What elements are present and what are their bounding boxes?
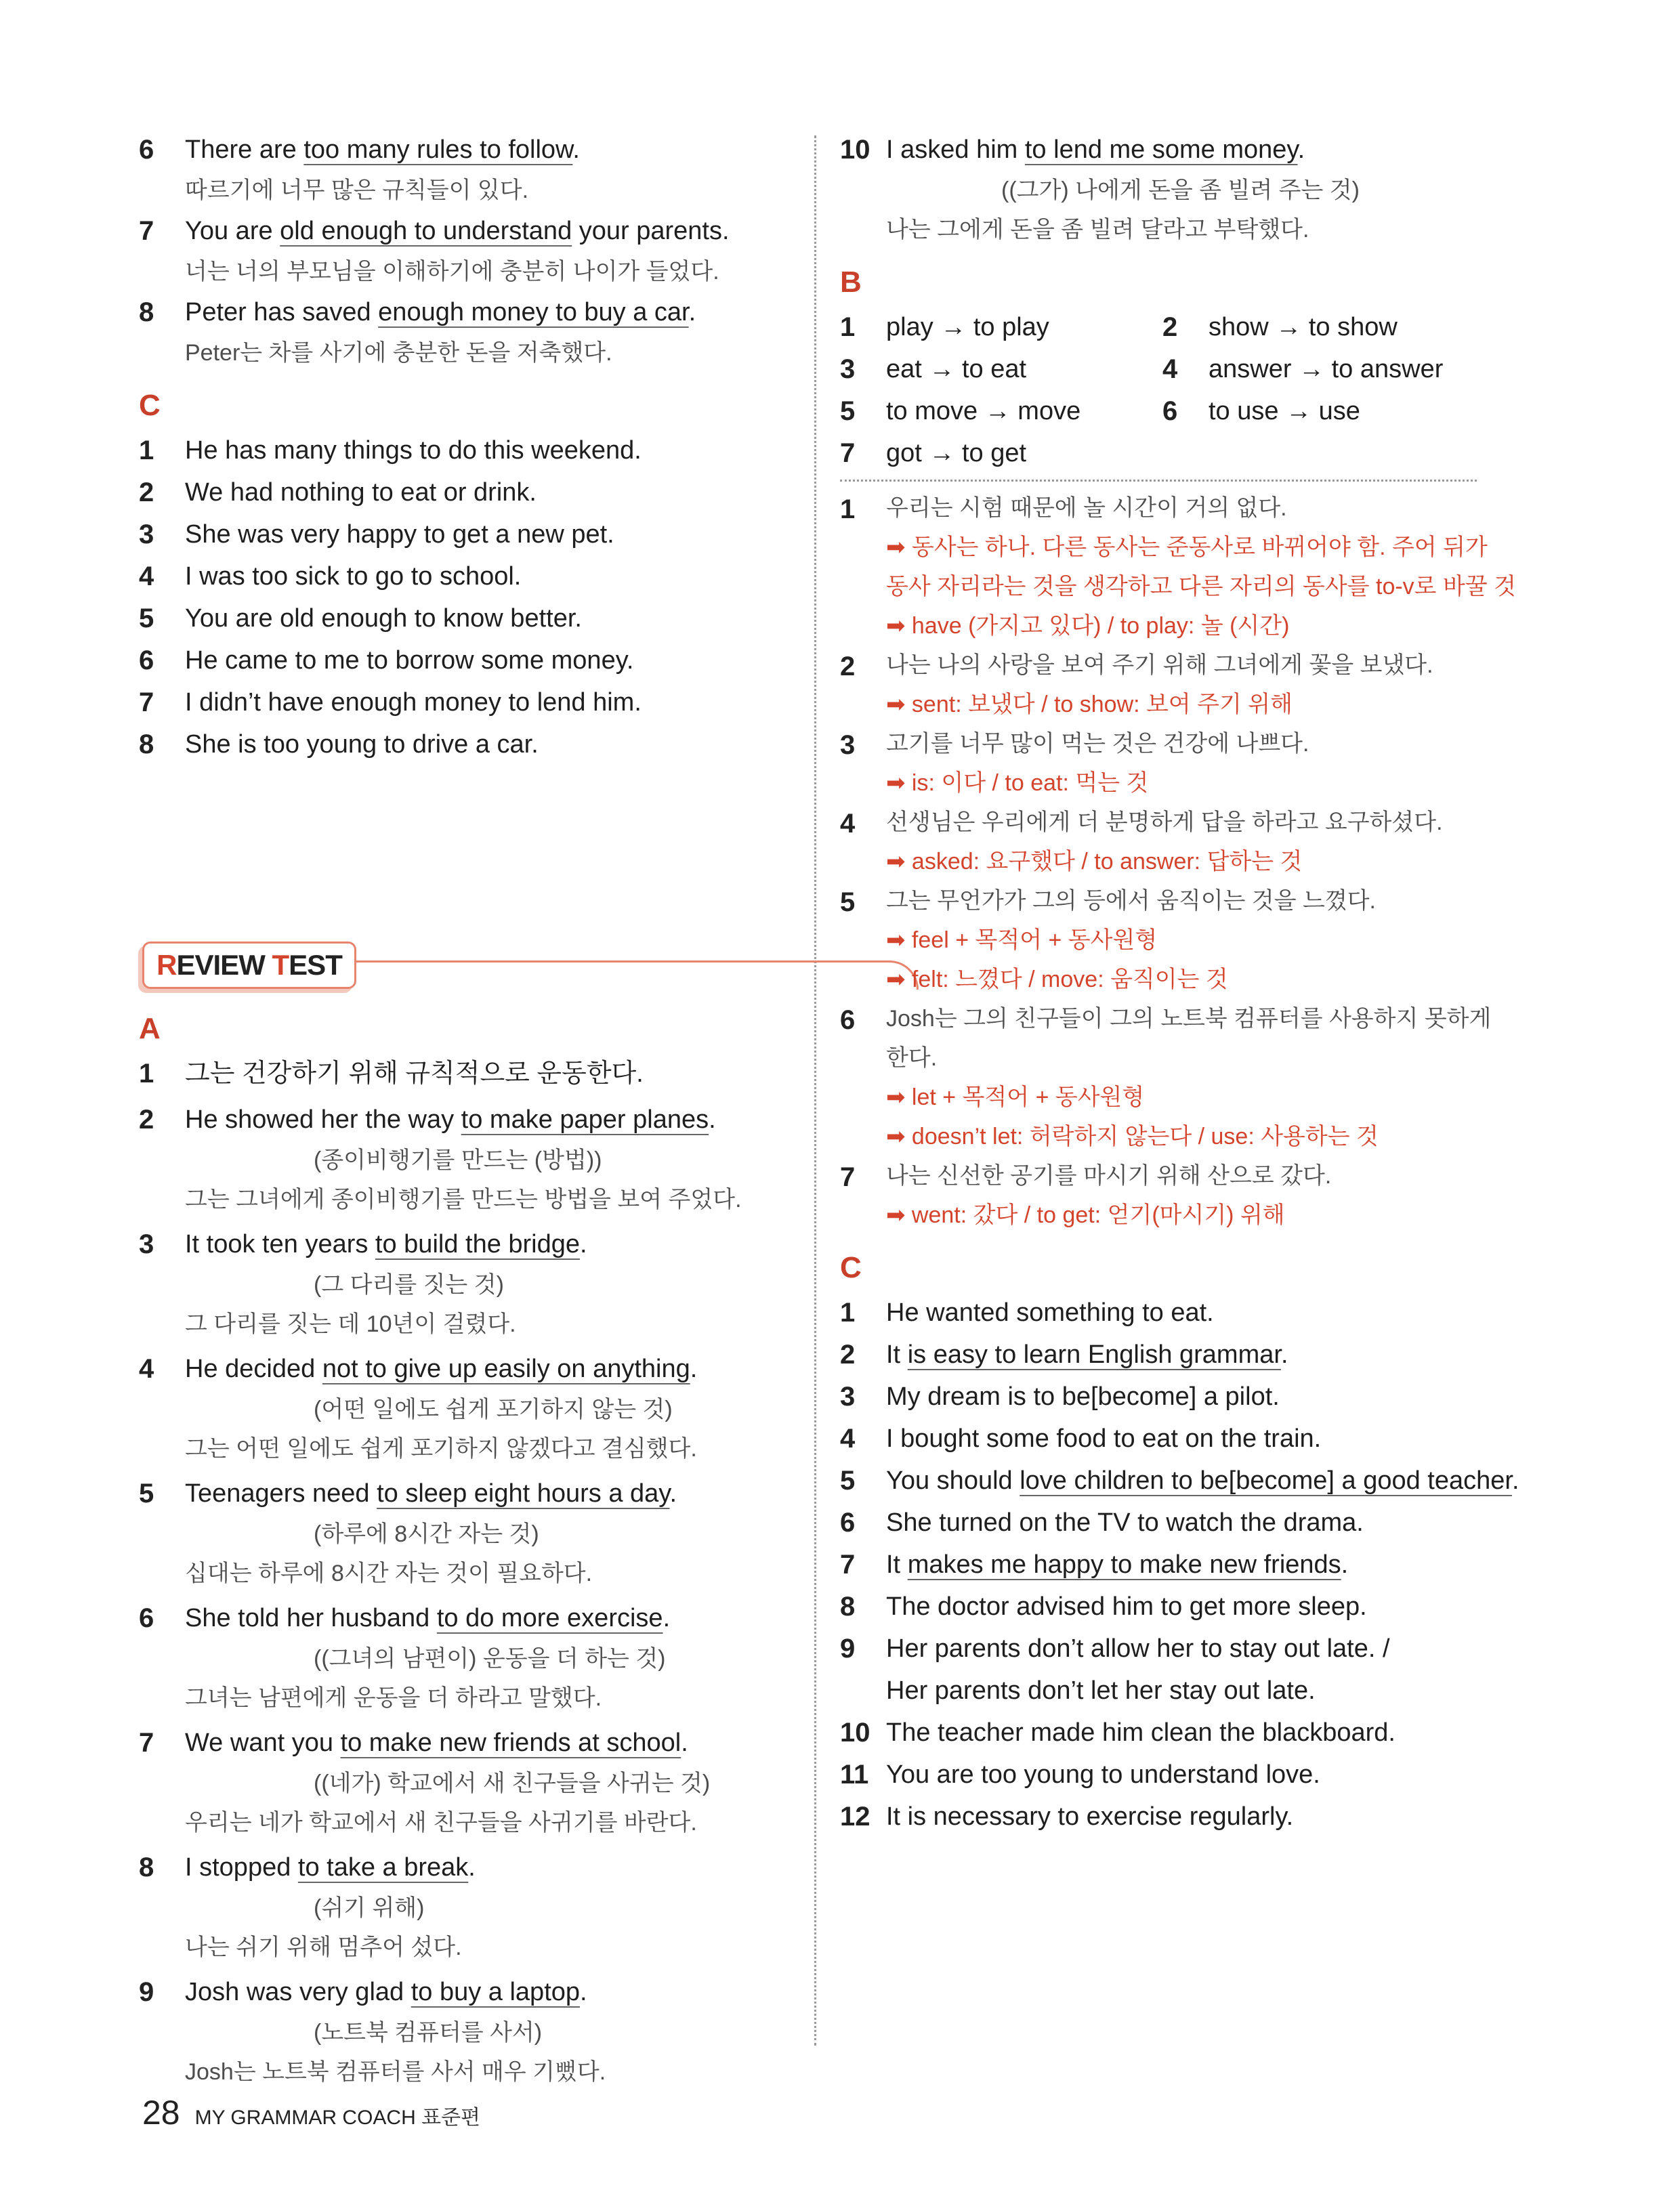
english-sentence (185, 1473, 816, 1515)
english-sentence (185, 1722, 816, 1764)
item-body (185, 1597, 816, 1718)
item-number: 7 (840, 1550, 856, 1580)
section-c-label: C (139, 389, 161, 422)
english-sentence (185, 129, 816, 171)
item-number: 10 (840, 1718, 870, 1748)
english-sentence (886, 1460, 1531, 1502)
item-number: 4 (840, 809, 856, 839)
item-body (185, 129, 816, 210)
item-body (886, 1292, 1531, 1334)
korean-translation: 그 다리를 짓는 데 10년이 걸렸다. (185, 1311, 516, 1337)
english-sentence (886, 1712, 1531, 1754)
english-sentence (886, 1586, 1531, 1628)
english-sentence: I was too sick to go to school. (185, 562, 522, 591)
answer-underline: to make paper planes (461, 1105, 709, 1134)
pair-item (840, 432, 1162, 474)
explanation-note: ➡ asked: 요구했다 / to answer: 답하는 것 (886, 849, 1303, 874)
explanation-note: ➡ have (가지고 있다) / to play: 놀 (시간) (886, 613, 1290, 639)
korean-translation: 우리는 네가 학교에서 새 친구들을 사귀기를 바란다. (185, 1810, 697, 1836)
sentence-end: . (709, 1105, 716, 1134)
verb-change: play → to play (886, 313, 1049, 341)
item-body (886, 1156, 1531, 1235)
review-mid: EVIEW (176, 949, 272, 981)
note-item (840, 724, 1531, 803)
verb-change: to move → move (886, 397, 1081, 425)
korean-translation: Peter는 차를 사기에 충분한 돈을 저축했다. (185, 340, 612, 366)
item-number: 11 (840, 1760, 869, 1790)
page-footer (142, 2093, 480, 2132)
answer-underline: to sleep eight hours a day (377, 1479, 670, 1508)
english-sentence: He has many things to do this weekend. (185, 436, 642, 465)
item-body (185, 291, 816, 373)
english-sentence (886, 1544, 1531, 1586)
explanation-note: ➡ doesn’t let: 허락하지 않는다 / use: 사용하는 것 (886, 1124, 1379, 1149)
list-item (840, 1334, 1531, 1376)
item-number: 3 (139, 1229, 154, 1259)
item-number: 7 (139, 688, 154, 717)
item-body (185, 1348, 816, 1468)
list-item (840, 129, 1531, 249)
dashed-divider (840, 480, 1477, 482)
sentence-text: We want you (185, 1729, 341, 1757)
answer-underline: to do more exercise (436, 1604, 663, 1632)
gloss-annotation: (쉬기 위해) (314, 1895, 425, 1921)
review-test-title (142, 942, 356, 989)
item-number: 1 (139, 436, 154, 465)
korean-translation: 십대는 하루에 8시간 자는 것이 필요하다. (185, 1561, 593, 1586)
page-number: 28 (142, 2094, 180, 2132)
list-item (139, 291, 816, 373)
item-body (886, 1418, 1531, 1460)
sentence-text: Josh was very glad (185, 1978, 411, 2006)
list-item (139, 1971, 816, 2092)
sentence-text: It (886, 1340, 908, 1369)
item-number: 7 (139, 216, 154, 246)
sentence-end: . (580, 1978, 587, 2006)
answer-underline: old enough to understand (280, 217, 572, 245)
item-number: 1 (840, 1298, 856, 1328)
item-body (185, 1473, 816, 1593)
answer-underline: love children to be[become] a good teacher (1020, 1466, 1512, 1495)
review-t: T (272, 949, 289, 981)
section-b-pairs (840, 306, 1531, 474)
english-sentence (185, 1846, 816, 1888)
pair-item (840, 306, 1162, 348)
item-body (886, 1754, 1531, 1796)
right-section-c (840, 1292, 1531, 1838)
item-body (185, 723, 816, 765)
item-body (185, 639, 816, 681)
explanation-note: ➡ let + 목적어 + 동사원형 (886, 1084, 1145, 1110)
sentence-end: . (663, 1604, 671, 1632)
gloss-annotation: (노트북 컴퓨터를 사서) (314, 2020, 543, 2046)
item-number: 3 (840, 354, 856, 384)
item-number: 7 (840, 438, 856, 468)
item-number: 2 (1162, 312, 1178, 342)
item-number: 5 (139, 1479, 154, 1508)
item-body (185, 1722, 816, 1842)
section-c-label-right: C (840, 1251, 862, 1284)
gloss-annotation: (그 다리를 짓는 것) (314, 1272, 504, 1298)
list-item (840, 1712, 1531, 1754)
korean-translation: 그는 그녀에게 종이비행기를 만드는 방법을 보여 주었다. (185, 1187, 742, 1212)
sentence-text: The teacher made him clean the blackboard. (886, 1718, 1395, 1747)
sentence-text: You should (886, 1466, 1020, 1495)
item-body (886, 1628, 1531, 1712)
item-number: 6 (139, 135, 154, 165)
sentence-text: Teenagers need (185, 1479, 377, 1508)
verb-change: eat → to eat (886, 355, 1027, 383)
review-decor-line (354, 960, 919, 990)
pair-item (1162, 390, 1485, 432)
gloss-annotation: ((네가) 학교에서 새 친구들을 사귀는 것) (314, 1771, 711, 1796)
item-body (886, 488, 1531, 646)
item-body (886, 1796, 1531, 1838)
item-number: 1 (139, 1059, 154, 1088)
item-body (886, 1334, 1531, 1376)
korean-sentence: Josh는 그의 친구들이 그의 노트북 컴퓨터를 사용하지 못하게 (886, 1006, 1492, 1032)
korean-sentence: 그는 건강하기 위해 규칙적으로 운동한다. (185, 1059, 644, 1088)
verb-change: got → to get (886, 439, 1027, 467)
pair-item (1162, 306, 1485, 348)
list-item (139, 1473, 816, 1593)
sentence-end: . (669, 1479, 677, 1508)
note-item (840, 999, 1531, 1156)
sentence-text: It (886, 1550, 908, 1579)
item-number: 4 (840, 1424, 856, 1454)
list-item (139, 429, 816, 471)
pair-item (840, 348, 1162, 390)
sentence-text: There are (185, 135, 304, 164)
english-sentence (886, 1754, 1531, 1796)
sentence-end: . (580, 1230, 587, 1258)
english-sentence: He came to me to borrow some money. (185, 646, 634, 675)
item-number: 12 (840, 1802, 870, 1832)
right-top-item (840, 129, 1531, 249)
sentence-end: . (1280, 1340, 1288, 1369)
sentence-end: . (681, 1729, 688, 1757)
pair-item (1162, 348, 1485, 390)
item-number: 1 (840, 494, 856, 524)
english-sentence: We had nothing to eat or drink. (185, 478, 537, 507)
section-b-label: B (840, 266, 862, 299)
item-number: 4 (1162, 354, 1178, 384)
list-item (840, 1544, 1531, 1586)
korean-translation: 너는 너의 부모님을 이해하기에 충분히 나이가 들었다. (185, 259, 719, 284)
list-item (139, 1597, 816, 1718)
list-item (840, 1796, 1531, 1838)
gloss-annotation: (하루에 8시간 자는 것) (314, 1521, 539, 1547)
list-item (139, 681, 816, 723)
english-sentence (185, 1971, 816, 2013)
item-number: 2 (139, 478, 154, 507)
item-body (185, 471, 816, 513)
item-body (185, 681, 816, 723)
english-sentence (886, 1334, 1531, 1376)
list-item (840, 1292, 1531, 1334)
review-end: EST (289, 949, 342, 981)
list-item (840, 1502, 1531, 1544)
item-body (886, 881, 1531, 999)
item-number: 5 (840, 396, 856, 426)
answer-underline: to buy a laptop (411, 1978, 581, 2006)
item-number: 7 (139, 1728, 154, 1758)
english-sentence (886, 1292, 1531, 1334)
sentence-text: It took ten years (185, 1230, 375, 1258)
korean-translation: 그녀는 남편에게 운동을 더 하라고 말했다. (185, 1685, 602, 1711)
sentence-text: Her parents don’t allow her to stay out late. / (886, 1634, 1390, 1663)
list-item (840, 1586, 1531, 1628)
item-number: 5 (840, 1466, 856, 1496)
list-item (139, 129, 816, 210)
sentence-end: . (1297, 135, 1305, 164)
item-body (185, 1053, 816, 1095)
section-a-label: A (139, 1012, 161, 1045)
gloss-annotation: ((그가) 나에게 돈을 좀 빌려 주는 것) (1001, 177, 1360, 203)
explanation-note: ➡ 동사는 하나. 다른 동사는 준동사로 바뀌어야 함. 주어 뒤가 (886, 534, 1488, 560)
explanation-note: ➡ feel + 목적어 + 동사원형 (886, 927, 1158, 953)
note-item (840, 803, 1531, 881)
item-body (886, 646, 1531, 724)
korean-sentence: 나는 나의 사랑을 보여 주기 위해 그녀에게 꽃을 보냈다. (886, 652, 1433, 678)
list-item (139, 1099, 816, 1219)
answer-underline: not to give up easily on anything (322, 1355, 690, 1383)
item-number: 5 (139, 604, 154, 633)
list-item (139, 210, 816, 291)
english-sentence: She is too young to drive a car. (185, 730, 539, 759)
item-number: 2 (139, 1105, 154, 1135)
english-sentence: I didn’t have enough money to lend him. (185, 688, 642, 717)
item-body (886, 803, 1531, 881)
item-body (886, 999, 1531, 1156)
item-number: 8 (139, 729, 154, 759)
item-body (886, 1544, 1531, 1586)
item-body (886, 1376, 1531, 1418)
answer-underline: is easy to learn English grammar (907, 1340, 1281, 1369)
sentence-end: . (572, 135, 580, 164)
list-item (139, 471, 816, 513)
sentence-text: He showed her the way (185, 1105, 461, 1134)
item-body (185, 1223, 816, 1344)
section-b-notes (840, 488, 1531, 1235)
item-number: 2 (840, 652, 856, 681)
sentence-text: It is necessary to exercise regularly. (886, 1802, 1294, 1831)
answer-underline: to make new friends at school (340, 1729, 681, 1757)
pair-item (840, 390, 1162, 432)
answer-underline: too many rules to follow (303, 135, 573, 164)
verb-change: show → to show (1209, 313, 1398, 341)
korean-sentence-cont: 한다. (886, 1045, 938, 1071)
list-item (139, 1223, 816, 1344)
english-sentence (185, 1223, 816, 1265)
gloss-annotation: ((그녀의 남편이) 운동을 더 하는 것) (314, 1646, 666, 1672)
book-title: MY GRAMMAR COACH 표준편 (194, 2107, 481, 2129)
list-item (840, 1460, 1531, 1502)
item-body (185, 210, 816, 291)
english-sentence: She was very happy to get a new pet. (185, 520, 614, 549)
list-item (139, 1846, 816, 1967)
left-section-a (139, 1053, 816, 2092)
review-test-header (139, 935, 816, 996)
item-number: 8 (139, 1853, 154, 1882)
item-number: 8 (139, 297, 154, 327)
item-body (185, 555, 816, 597)
english-sentence (185, 291, 816, 333)
answer-underline: to take a break (297, 1853, 469, 1882)
korean-translation: 나는 쉬기 위해 멈추어 섰다. (185, 1934, 462, 1960)
item-number: 6 (1162, 396, 1178, 426)
item-number: 4 (139, 1354, 154, 1384)
list-item (840, 1628, 1531, 1712)
answer-underline: makes me happy to make new friends (907, 1550, 1341, 1579)
item-number: 6 (139, 646, 154, 675)
english-sentence (886, 1796, 1531, 1838)
sentence-text: I bought some food to eat on the train. (886, 1424, 1322, 1453)
item-body (886, 129, 1531, 249)
sentence-text: The doctor advised him to get more sleep. (886, 1592, 1367, 1621)
item-number: 9 (840, 1634, 856, 1664)
sentence-text: She turned on the TV to watch the drama. (886, 1508, 1364, 1537)
review-r: R (156, 949, 177, 981)
english-sentence (886, 1418, 1531, 1460)
left-top-items (139, 129, 816, 373)
korean-translation: Josh는 노트북 컴퓨터를 사서 매우 기뻤다. (185, 2059, 606, 2085)
korean-sentence: 우리는 시험 때문에 놀 시간이 거의 없다. (886, 495, 1287, 521)
item-number: 5 (840, 887, 856, 917)
list-item (139, 639, 816, 681)
item-body (886, 1502, 1531, 1544)
sentence-end: your parents. (572, 217, 730, 245)
sentence-end: . (1341, 1550, 1349, 1579)
left-section-c (139, 429, 816, 765)
english-sentence (886, 1502, 1531, 1544)
korean-translation: 따르기에 너무 많은 규칙들이 있다. (185, 177, 529, 203)
korean-translation: 그는 어떤 일에도 쉽게 포기하지 않겠다고 결심했다. (185, 1436, 697, 1462)
item-body (886, 1460, 1531, 1502)
item-number: 3 (840, 1382, 856, 1412)
item-body (185, 1846, 816, 1967)
item-number: 6 (840, 1508, 856, 1538)
answer-underline: enough money to buy a car (378, 298, 689, 326)
verb-change: answer → to answer (1209, 355, 1444, 383)
item-body (185, 429, 816, 471)
english-sentence: You are old enough to know better. (185, 604, 582, 633)
sentence-end: . (1511, 1466, 1519, 1495)
note-item (840, 646, 1531, 724)
item-number: 9 (139, 1977, 154, 2007)
answer-underline: to lend me some money (1024, 135, 1298, 164)
list-item (139, 513, 816, 555)
sentence-text: He decided (185, 1355, 322, 1383)
english-sentence (185, 210, 816, 252)
item-number: 2 (840, 1340, 856, 1370)
sentence-end: . (468, 1853, 476, 1882)
item-body (185, 1971, 816, 2092)
explanation-note: ➡ sent: 보냈다 / to show: 보여 주기 위해 (886, 692, 1293, 717)
sentence-end: . (688, 298, 696, 326)
explanation-note: ➡ felt: 느꼈다 / move: 움직이는 것 (886, 967, 1228, 992)
note-item (840, 1156, 1531, 1235)
english-sentence (185, 1597, 816, 1639)
english-sentence (886, 1376, 1531, 1418)
right-column (840, 129, 1531, 1838)
sentence-text: I asked him (886, 135, 1025, 164)
item-number: 6 (139, 1603, 154, 1633)
list-item (139, 597, 816, 639)
note-item (840, 488, 1531, 646)
answer-underline: to build the bridge (375, 1230, 581, 1258)
item-number: 8 (840, 1592, 856, 1622)
sentence-text: My dream is to be[become] a pilot. (886, 1382, 1280, 1411)
list-item (139, 1348, 816, 1468)
item-number: 3 (840, 730, 856, 760)
korean-sentence: 선생님은 우리에게 더 분명하게 답을 하라고 요구하셨다. (886, 809, 1443, 835)
item-number: 10 (840, 135, 870, 165)
sentence-text: I stopped (185, 1853, 298, 1882)
sentence-text: You are (185, 217, 280, 245)
gloss-annotation: (종이비행기를 만드는 (방법)) (314, 1147, 602, 1173)
explanation-note: ➡ is: 이다 / to eat: 먹는 것 (886, 770, 1149, 796)
item-body (185, 597, 816, 639)
item-body (185, 1099, 816, 1219)
verb-change: to use → use (1209, 397, 1360, 425)
english-sentence-alt: Her parents don’t let her stay out late. (886, 1676, 1316, 1705)
list-item (840, 1754, 1531, 1796)
item-number: 3 (139, 520, 154, 549)
note-item (840, 881, 1531, 999)
list-item (840, 1376, 1531, 1418)
korean-translation: 나는 그에게 돈을 좀 빌려 달라고 부탁했다. (886, 217, 1309, 242)
item-number: 7 (840, 1162, 856, 1192)
english-sentence (185, 1348, 816, 1390)
left-column (139, 129, 816, 2096)
gloss-annotation: (어떤 일에도 쉽게 포기하지 않는 것) (314, 1397, 673, 1422)
item-body (185, 513, 816, 555)
korean-sentence: 고기를 너무 많이 먹는 것은 건강에 나쁘다. (886, 731, 1309, 757)
list-item (139, 1053, 816, 1095)
sentence-end: . (690, 1355, 698, 1383)
item-number: 6 (840, 1005, 856, 1035)
korean-sentence: 그는 무언가가 그의 등에서 움직이는 것을 느꼈다. (886, 888, 1377, 914)
list-item (139, 723, 816, 765)
korean-sentence: 나는 신선한 공기를 마시기 위해 산으로 갔다. (886, 1163, 1332, 1189)
item-number: 4 (139, 562, 154, 591)
item-body (886, 724, 1531, 803)
item-number: 1 (840, 312, 856, 342)
sentence-text: She told her husband (185, 1604, 437, 1632)
sentence-text: You are too young to understand love. (886, 1760, 1320, 1789)
english-sentence (886, 129, 1531, 171)
item-body (886, 1712, 1531, 1754)
list-item (139, 1722, 816, 1842)
list-item (139, 555, 816, 597)
english-sentence (185, 1099, 816, 1141)
sentence-text: Peter has saved (185, 298, 379, 326)
sentence-text: He wanted something to eat. (886, 1298, 1214, 1327)
item-body (886, 1586, 1531, 1628)
explanation-note: ➡ went: 갔다 / to get: 얻기(마시기) 위해 (886, 1202, 1285, 1228)
explanation-note: 동사 자리라는 것을 생각하고 다른 자리의 동사를 to-v로 바꿀 것 (886, 574, 1516, 599)
list-item (840, 1418, 1531, 1460)
english-sentence (886, 1628, 1531, 1670)
